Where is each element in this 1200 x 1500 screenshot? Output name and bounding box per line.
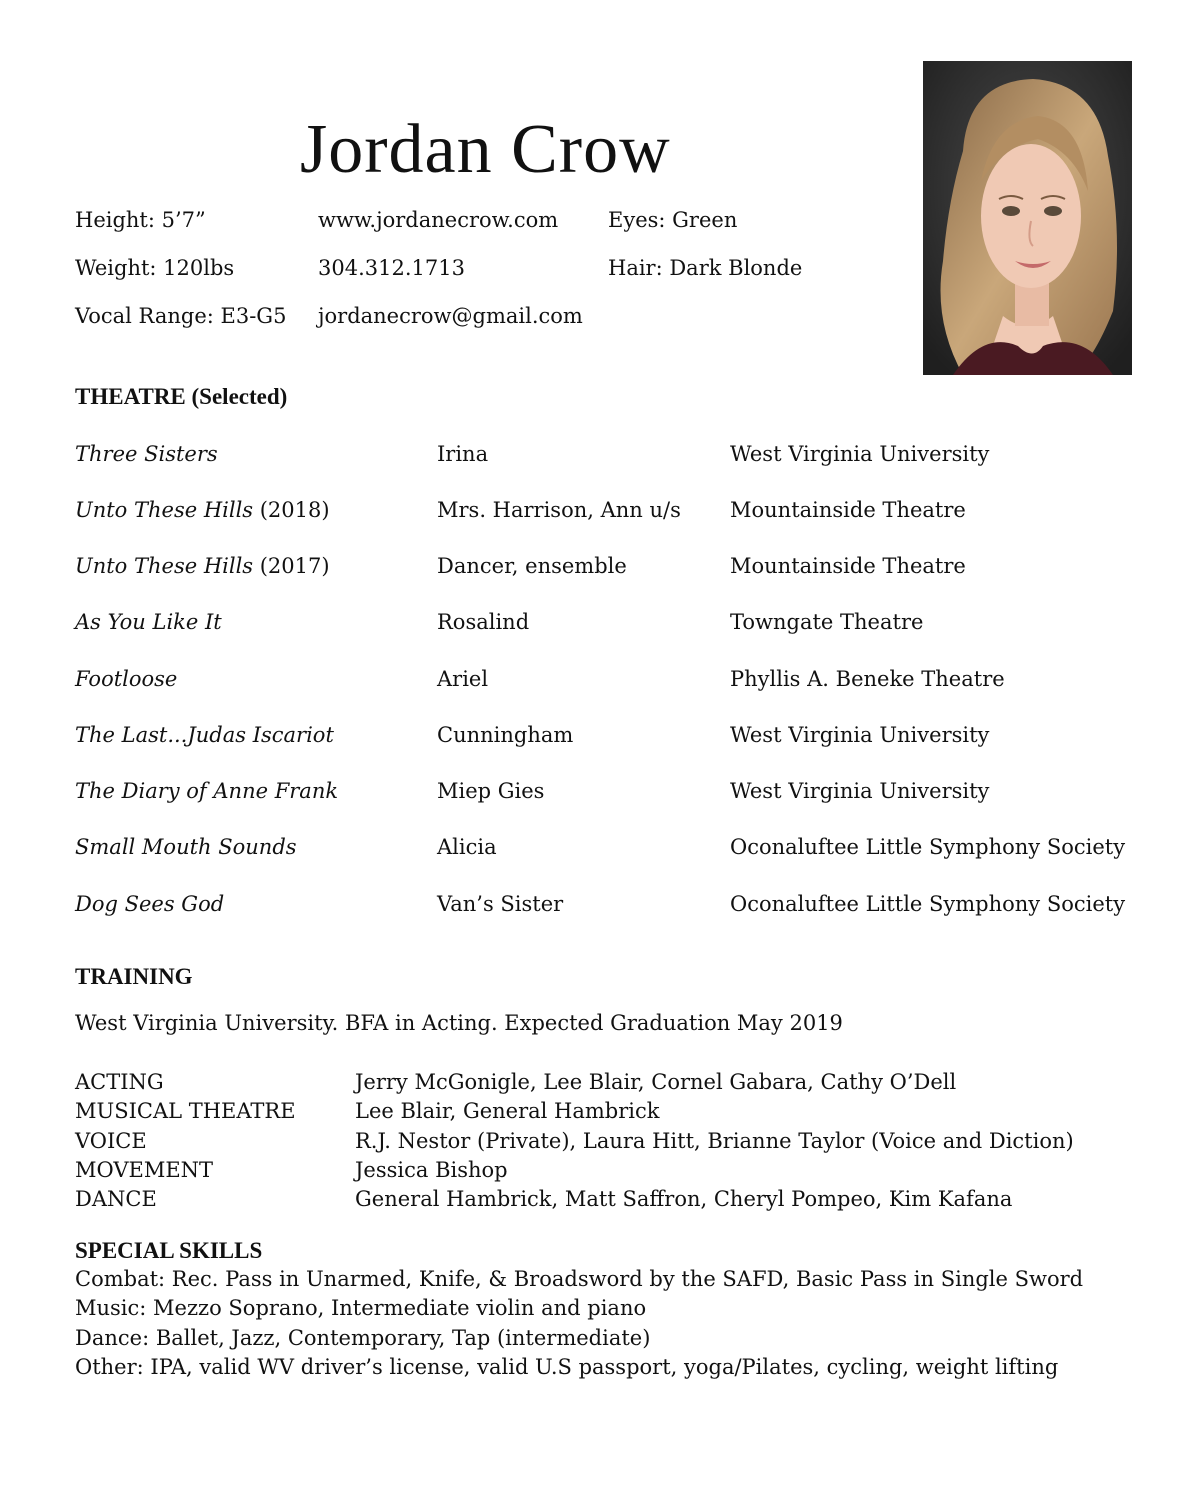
show-title: Small Mouth Sounds xyxy=(75,835,297,859)
credit-title xyxy=(75,835,297,859)
credit-title xyxy=(75,442,218,466)
training-category: MUSICAL THEATRE xyxy=(75,1099,296,1123)
show-title: The Last...Judas Iscariot xyxy=(75,723,334,747)
credit-venue: West Virginia University xyxy=(730,779,990,803)
phone-number: 304.312.1713 xyxy=(318,256,465,280)
skill-line: Dance: Ballet, Jazz, Contemporary, Tap (intermediate) xyxy=(75,1326,651,1350)
skill-line: Combat: Rec. Pass in Unarmed, Knife, & Broadsword by the SAFD, Basic Pass in Single Sword xyxy=(75,1267,1084,1291)
credit-title xyxy=(75,498,330,522)
credit-title xyxy=(75,610,222,634)
website-link[interactable]: www.jordanecrow.com xyxy=(318,208,559,232)
training-teachers: General Hambrick, Matt Saffron, Cheryl Pompeo, Kim Kafana xyxy=(355,1187,1013,1211)
credit-venue: West Virginia University xyxy=(730,723,990,747)
training-category: DANCE xyxy=(75,1187,157,1211)
email-link[interactable]: jordanecrow@gmail.com xyxy=(318,304,583,328)
credit-role: Van’s Sister xyxy=(437,892,564,916)
training-category: ACTING xyxy=(75,1070,164,1094)
skill-line: Other: IPA, valid WV driver’s license, valid U.S passport, yoga/Pilates, cycling, weight lifting xyxy=(75,1355,1059,1379)
training-heading: TRAINING xyxy=(75,964,193,989)
show-title: Unto These Hills xyxy=(75,554,254,578)
training-teachers: Lee Blair, General Hambrick xyxy=(355,1099,660,1123)
credit-venue: Mountainside Theatre xyxy=(730,554,966,578)
credit-venue: Towngate Theatre xyxy=(730,610,924,634)
credit-title xyxy=(75,667,177,691)
show-year: (2018) xyxy=(253,498,330,522)
eyes-info: Eyes: Green xyxy=(608,208,738,232)
credit-role: Rosalind xyxy=(437,610,530,634)
credit-role: Ariel xyxy=(437,667,489,691)
credit-role: Irina xyxy=(437,442,489,466)
credit-venue: Phyllis A. Beneke Theatre xyxy=(730,667,1005,691)
show-title: Unto These Hills xyxy=(75,498,254,522)
training-category: VOICE xyxy=(75,1129,147,1153)
show-year: (2017) xyxy=(253,554,330,578)
training-teachers: R.J. Nestor (Private), Laura Hitt, Brianne Taylor (Voice and Diction) xyxy=(355,1129,1074,1153)
credit-venue: Mountainside Theatre xyxy=(730,498,966,522)
headshot-photo xyxy=(923,61,1132,375)
skill-line: Music: Mezzo Soprano, Intermediate violin and piano xyxy=(75,1296,647,1320)
credit-venue: Oconaluftee Little Symphony Society xyxy=(730,835,1126,859)
credit-title xyxy=(75,554,330,578)
credit-title xyxy=(75,779,338,803)
credit-title xyxy=(75,723,334,747)
theatre-heading: THEATRE (Selected) xyxy=(75,384,288,409)
show-title: Three Sisters xyxy=(75,442,218,466)
credit-role: Dancer, ensemble xyxy=(437,554,627,578)
height-info: Height: 5’7” xyxy=(75,208,206,232)
skills-heading: SPECIAL SKILLS xyxy=(75,1238,263,1263)
training-teachers: Jessica Bishop xyxy=(355,1158,508,1182)
training-degree: West Virginia University. BFA in Acting. Expected Graduation May 2019 xyxy=(75,1011,843,1035)
training-teachers: Jerry McGonigle, Lee Blair, Cornel Gabara, Cathy O’Dell xyxy=(355,1070,957,1094)
credit-role: Miep Gies xyxy=(437,779,545,803)
training-category: MOVEMENT xyxy=(75,1158,214,1182)
show-title: Footloose xyxy=(75,667,178,691)
weight-info: Weight: 120lbs xyxy=(75,256,235,280)
show-title: As You Like It xyxy=(75,610,222,634)
actor-name: Jordan Crow xyxy=(300,111,671,188)
vocal-range-info: Vocal Range: E3-G5 xyxy=(75,304,287,328)
hair-info: Hair: Dark Blonde xyxy=(608,256,803,280)
credit-venue: Oconaluftee Little Symphony Society xyxy=(730,892,1126,916)
credit-title xyxy=(75,892,224,916)
show-title: The Diary of Anne Frank xyxy=(75,779,339,803)
credit-role: Mrs. Harrison, Ann u/s xyxy=(437,498,681,522)
credit-venue: West Virginia University xyxy=(730,442,990,466)
show-title: Dog Sees God xyxy=(75,892,225,916)
credit-role: Cunningham xyxy=(437,723,574,747)
credit-role: Alicia xyxy=(437,835,497,859)
